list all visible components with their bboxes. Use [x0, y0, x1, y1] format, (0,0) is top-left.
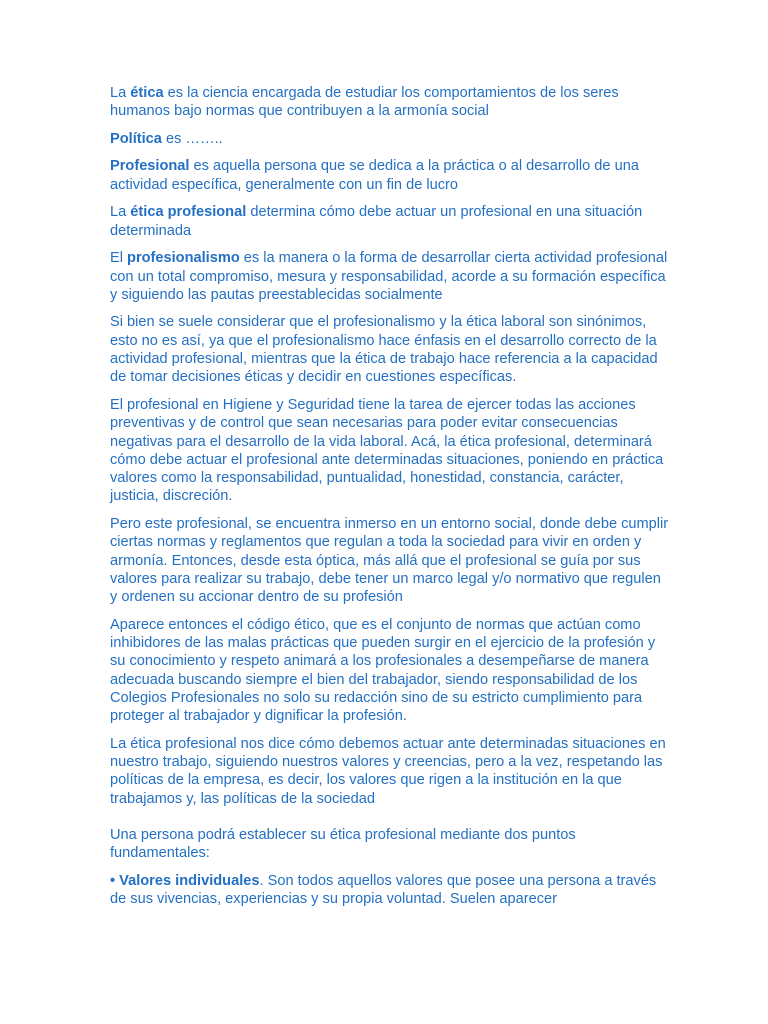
text-run: Si bien se suele considerar que el profesionalismo y la ética laboral son sinónimos, esto no es así, ya que el profesionalismo hace énfasis en el desarrollo correcto de la actividad profesional, mientras que la ética de trabajo hace referencia a la capacidad de tomar decisiones éticas y decidir en cuestiones específicas.	[110, 314, 658, 386]
text-run: es la manera o la forma de desarrollar cierta actividad profesional con un total compromiso, mesura y responsabilidad, acorde a su formación específica y siguiendo las pautas preestablecidas socialmente	[110, 250, 668, 303]
text-run: . Son todos aquellos valores que posee una persona a través de sus vivencias, experiencias y su propia voluntad. Suelen aparecer	[110, 872, 657, 908]
paragraph-etica-definition	[110, 84, 670, 121]
bold-term: Valores individuales	[119, 872, 260, 889]
paragraph-profesional-definition	[110, 157, 670, 194]
bold-term: Profesional	[110, 158, 190, 175]
paragraph-etica-profesional-definition	[110, 203, 670, 240]
bold-term: ética	[130, 85, 164, 101]
paragraph-higiene-seguridad	[110, 396, 670, 506]
paragraph-dos-puntos	[110, 826, 670, 863]
bold-term: profesionalismo	[127, 250, 240, 267]
text-run: Aparece entonces el código ético, que es el conjunto de normas que actúan como inhibidores de las malas prácticas que pueden surgir en el ejercicio de la profesión y su conocimiento y respeto animará a los profesionales a desempeñarse de manera adecuada buscando siempre el bien del trabajador, siendo responsabilidad de los Colegios Profesionales no solo su redacción sino de su estricto cumplimiento para proteger al trabajador y dignificar la profesión.	[110, 616, 656, 725]
text-run: La	[110, 85, 131, 101]
text-run: La	[110, 204, 131, 221]
text-run: es ……..	[161, 130, 223, 147]
bold-term: Política	[110, 130, 162, 147]
paragraph-entorno-social	[110, 515, 670, 606]
text-run: El	[110, 250, 128, 267]
document-body	[110, 84, 670, 918]
text-run: es la ciencia encargada de estudiar los comportamientos de los seres humanos bajo normas que contribuyen a la armonía social	[110, 85, 619, 120]
paragraph-profesionalismo-vs-etica	[110, 313, 670, 386]
text-run: Pero este profesional, se encuentra inmerso en un entorno social, donde debe cumplir ciertas normas y reglamentos que regulan a toda la sociedad para vivir en orden y armonía. Entonces, desde esta óptica, más allá que el profesional se guía por sus valores para realizar su trabajo, debe tener un marco legal y/o normativo que regulen y ordenen su accionar dentro de su profesión	[110, 516, 669, 606]
text-run: es aquella persona que se dedica a la práctica o al desarrollo de una actividad específica, generalmente con un fin de lucro	[110, 158, 639, 193]
text-run: La ética profesional nos dice cómo debemos actuar ante determinadas situaciones en nuestro trabajo, siguiendo nuestros valores y creencias, pero a la vez, respetando las políticas de la empresa, es decir, los valores que rigen a la institución en la que trabajamos y, las políticas de la sociedad	[110, 735, 666, 807]
paragraph-etica-nos-dice	[110, 735, 670, 808]
paragraph-politica-definition	[110, 130, 670, 148]
paragraph-codigo-etico	[110, 616, 670, 726]
paragraph-profesionalismo-definition	[110, 249, 670, 304]
bold-term: ética profesional	[130, 204, 247, 221]
text-run: determina cómo debe actuar un profesional en una situación determinada	[110, 204, 643, 239]
text-run: Una persona podrá establecer su ética profesional mediante dos puntos fundamentales:	[110, 827, 576, 862]
paragraph-valores-individuales	[110, 872, 670, 909]
bullet-marker: •	[110, 872, 116, 889]
text-run: El profesional en Higiene y Seguridad tiene la tarea de ejercer todas las acciones preventivas y de control que sean necesarias para poder evitar consecuencias negativas para el desarrollo de la vida laboral. Acá, la ética profesional, determinará cómo debe actuar el profesional ante determinadas situaciones, poniendo en práctica valores como la responsabilidad, puntualidad, honestidad, constancia, carácter, justicia, discreción.	[110, 396, 664, 505]
